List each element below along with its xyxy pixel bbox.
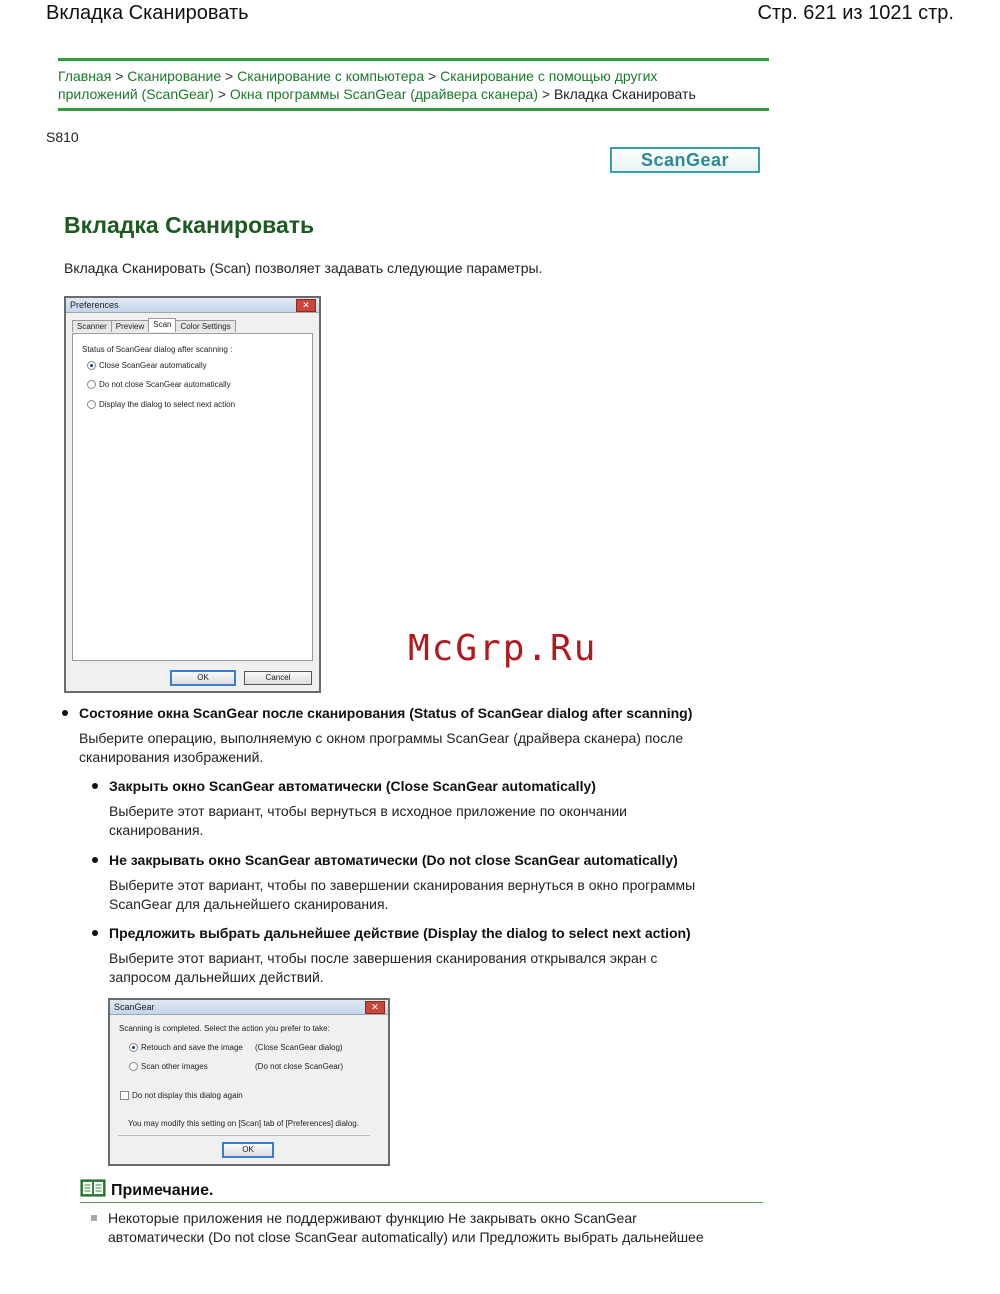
note-header: [80, 1178, 763, 1203]
square-bullet-icon: [91, 1215, 97, 1221]
dialog-prompt: Scanning is completed. Select the action you prefer to take:: [119, 1024, 330, 1033]
option-label: Display the dialog to select next action: [99, 400, 236, 409]
breadcrumb-separator: >: [428, 68, 437, 84]
tab-strip: [72, 320, 235, 334]
close-icon[interactable]: ✕: [365, 1001, 385, 1014]
preferences-dialog: [64, 296, 321, 693]
page-header-title: Вкладка Сканировать: [46, 2, 249, 24]
breadcrumb-other-apps[interactable]: Сканирование с помощью других: [440, 68, 658, 84]
tab-preview[interactable]: Preview: [111, 320, 149, 332]
radio-icon: [129, 1062, 138, 1071]
intro-text: Вкладка Сканировать (Scan) позволяет задавать следующие параметры.: [64, 260, 543, 276]
breadcrumb-separator: >: [541, 86, 551, 102]
option-retouch[interactable]: [129, 1043, 243, 1052]
option-label: Scan other images: [141, 1062, 208, 1071]
cancel-button[interactable]: Cancel: [244, 671, 312, 685]
option-label: Close ScanGear automatically: [99, 361, 207, 370]
option-close-automatically[interactable]: [87, 361, 207, 370]
radio-selected-icon: [87, 361, 96, 370]
tab-color-settings[interactable]: Color Settings: [175, 320, 235, 332]
breadcrumb-scan-from-computer[interactable]: Сканирование с компьютера: [237, 68, 425, 84]
item-text: Выберите этот вариант, чтобы по завершении сканирования вернуться в окно программы ScanGear для дальнейшего сканирования.: [109, 877, 696, 912]
option-hint: (Close ScanGear dialog): [255, 1043, 343, 1052]
page-counter: Стр. 621 из 1021 стр.: [757, 2, 954, 24]
option-label: Do not close ScanGear automatically: [99, 380, 231, 389]
group-label: Status of ScanGear dialog after scanning :: [82, 345, 233, 354]
dialog-title: ScanGear: [114, 1002, 155, 1012]
breadcrumb-home[interactable]: Главная: [58, 68, 112, 84]
option-display-dialog[interactable]: [87, 400, 235, 409]
bullet-icon: [62, 710, 68, 716]
radio-icon: [87, 380, 96, 389]
divider: [118, 1135, 370, 1136]
dialog-footer-text: You may modify this setting on [Scan] tab of [Preferences] dialog.: [128, 1119, 359, 1128]
ok-button[interactable]: OK: [222, 1142, 274, 1158]
breadcrumb-scangear-windows[interactable]: Окна программы ScanGear (драйвера сканера): [229, 86, 538, 102]
note-title: Примечание.: [111, 1182, 214, 1199]
model-label: S810: [46, 129, 79, 145]
item-text: Выберите этот вариант, чтобы после завершения сканирования открывался экран с запросом дальнейших действий.: [109, 950, 658, 985]
dont-display-checkbox[interactable]: [120, 1091, 243, 1100]
dialog-title: Preferences: [70, 300, 119, 310]
breadcrumb: [58, 58, 769, 111]
dialog-titlebar: [66, 298, 319, 313]
breadcrumb-separator: >: [115, 68, 124, 84]
radio-selected-icon: [129, 1043, 138, 1052]
option-scan-other[interactable]: [129, 1062, 208, 1071]
scangear-dialog: [108, 998, 390, 1166]
section-text: Выберите операцию, выполняемую с окном программы ScanGear (драйвера сканера) после сканирования изображений.: [79, 730, 684, 765]
checkbox-label: Do not display this dialog again: [132, 1091, 243, 1100]
book-icon: [80, 1178, 106, 1198]
scangear-badge: ScanGear: [610, 147, 760, 173]
radio-icon: [87, 400, 96, 409]
option-label: Retouch and save the image: [141, 1043, 243, 1052]
breadcrumb-separator: >: [225, 68, 234, 84]
breadcrumb-current: Вкладка Сканировать: [553, 86, 696, 102]
tab-scan[interactable]: Scan: [148, 318, 176, 332]
breadcrumb-scanning[interactable]: Сканирование: [127, 68, 222, 84]
breadcrumb-separator: >: [217, 86, 226, 102]
bullet-icon: [92, 783, 98, 789]
watermark: McGrp.Ru: [408, 628, 598, 669]
bullet-icon: [92, 930, 98, 936]
item-heading: Предложить выбрать дальнейшее действие (Display the dialog to select next action): [109, 925, 691, 941]
bullet-icon: [92, 857, 98, 863]
section-heading: Состояние окна ScanGear после сканирования (Status of ScanGear dialog after scanning): [79, 705, 693, 721]
item-heading: Не закрывать окно ScanGear автоматически (Do not close ScanGear automatically): [109, 852, 678, 868]
tab-scanner[interactable]: Scanner: [72, 320, 112, 332]
breadcrumb-other-apps-cont[interactable]: приложений (ScanGear): [58, 86, 214, 102]
option-hint: (Do not close ScanGear): [255, 1062, 344, 1071]
tab-panel: [72, 333, 313, 661]
option-do-not-close[interactable]: [87, 380, 231, 389]
item-text: Выберите этот вариант, чтобы вернуться в исходное приложение по окончании сканирования.: [109, 803, 627, 838]
close-icon[interactable]: ✕: [296, 299, 316, 312]
item-heading: Закрыть окно ScanGear автоматически (Close ScanGear automatically): [109, 778, 596, 794]
note-text: Некоторые приложения не поддерживают функцию Не закрывать окно ScanGear автоматически (Do not close ScanGear automatically) или Предложить выбрать дальнейшее: [108, 1210, 704, 1245]
checkbox-icon: [120, 1091, 129, 1100]
dialog-titlebar: [110, 1000, 388, 1015]
page-title: Вкладка Сканировать: [64, 212, 315, 238]
ok-button[interactable]: OK: [170, 670, 236, 686]
